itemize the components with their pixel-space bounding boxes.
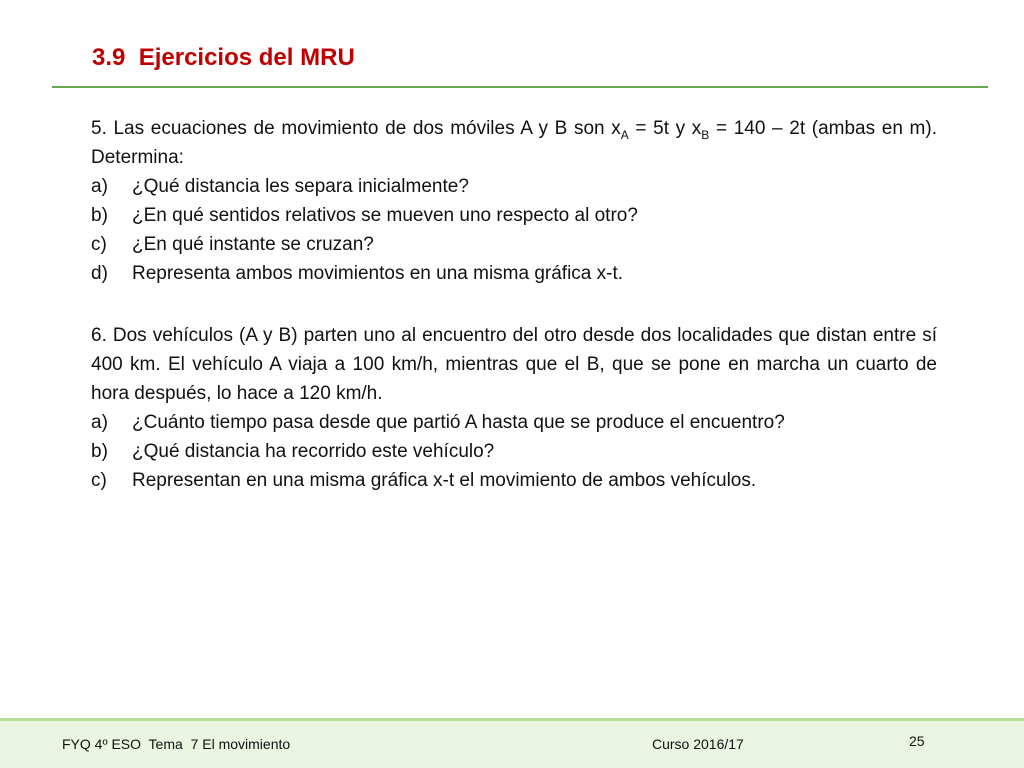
title-divider <box>52 86 988 88</box>
list-item <box>91 466 937 495</box>
item-letter: a) <box>91 412 108 433</box>
subscript-a: A <box>620 128 629 142</box>
item-text: ¿Qué distancia les separa inicialmente? <box>132 176 469 197</box>
exercise-5-text-part-2: = 5t y x <box>628 118 702 139</box>
exercise-5-text-part-3: = 140 – 2t (ambas en m). Determina: <box>91 118 937 168</box>
exercise-5-questions <box>91 172 937 288</box>
item-text: ¿En qué instante se cruzan? <box>132 234 374 255</box>
exercise-content <box>91 114 937 495</box>
footer-school-year: Curso 2016/17 <box>652 736 744 752</box>
item-letter: a) <box>91 176 108 197</box>
exercise-5-statement <box>91 114 937 172</box>
item-text: ¿Cuánto tiempo pasa desde que partió A hasta que se produce el encuentro? <box>132 412 785 433</box>
item-text: ¿Qué distancia ha recorrido este vehículo? <box>132 441 495 462</box>
exercise-6-statement: 6. Dos vehículos (A y B) parten uno al encuentro del otro desde dos localidades que distan entre sí 400 km. El vehículo A viaja a 100 km/h, mientras que el B, que se pone en marcha un cuarto de hora después, lo hace a 120 km/h. <box>91 325 937 404</box>
exercise-6-questions <box>91 408 937 495</box>
list-item <box>91 230 937 259</box>
spacer <box>91 288 937 321</box>
list-item <box>91 172 937 201</box>
item-letter: d) <box>91 263 108 284</box>
exercise-5-text-part-1: 5. Las ecuaciones de movimiento de dos móviles A y B son x <box>91 118 621 139</box>
subscript-b: B <box>701 128 710 142</box>
item-letter: c) <box>91 470 107 491</box>
footer-course-topic: FYQ 4º ESO Tema 7 El movimiento <box>62 736 291 752</box>
slide-title: 3.9 Ejercicios del MRU <box>92 44 355 71</box>
list-item <box>91 437 937 466</box>
item-text: Representan en una misma gráfica x-t el movimiento de ambos vehículos. <box>132 470 757 491</box>
list-item <box>91 201 937 230</box>
item-text: Representa ambos movimientos en una misma gráfica x-t. <box>132 263 624 284</box>
item-letter: b) <box>91 441 108 462</box>
page-number: 25 <box>909 733 925 749</box>
list-item <box>91 259 937 288</box>
item-text: ¿En qué sentidos relativos se mueven uno respecto al otro? <box>132 205 638 226</box>
item-letter: b) <box>91 205 108 226</box>
item-letter: c) <box>91 234 107 255</box>
list-item <box>91 408 937 437</box>
